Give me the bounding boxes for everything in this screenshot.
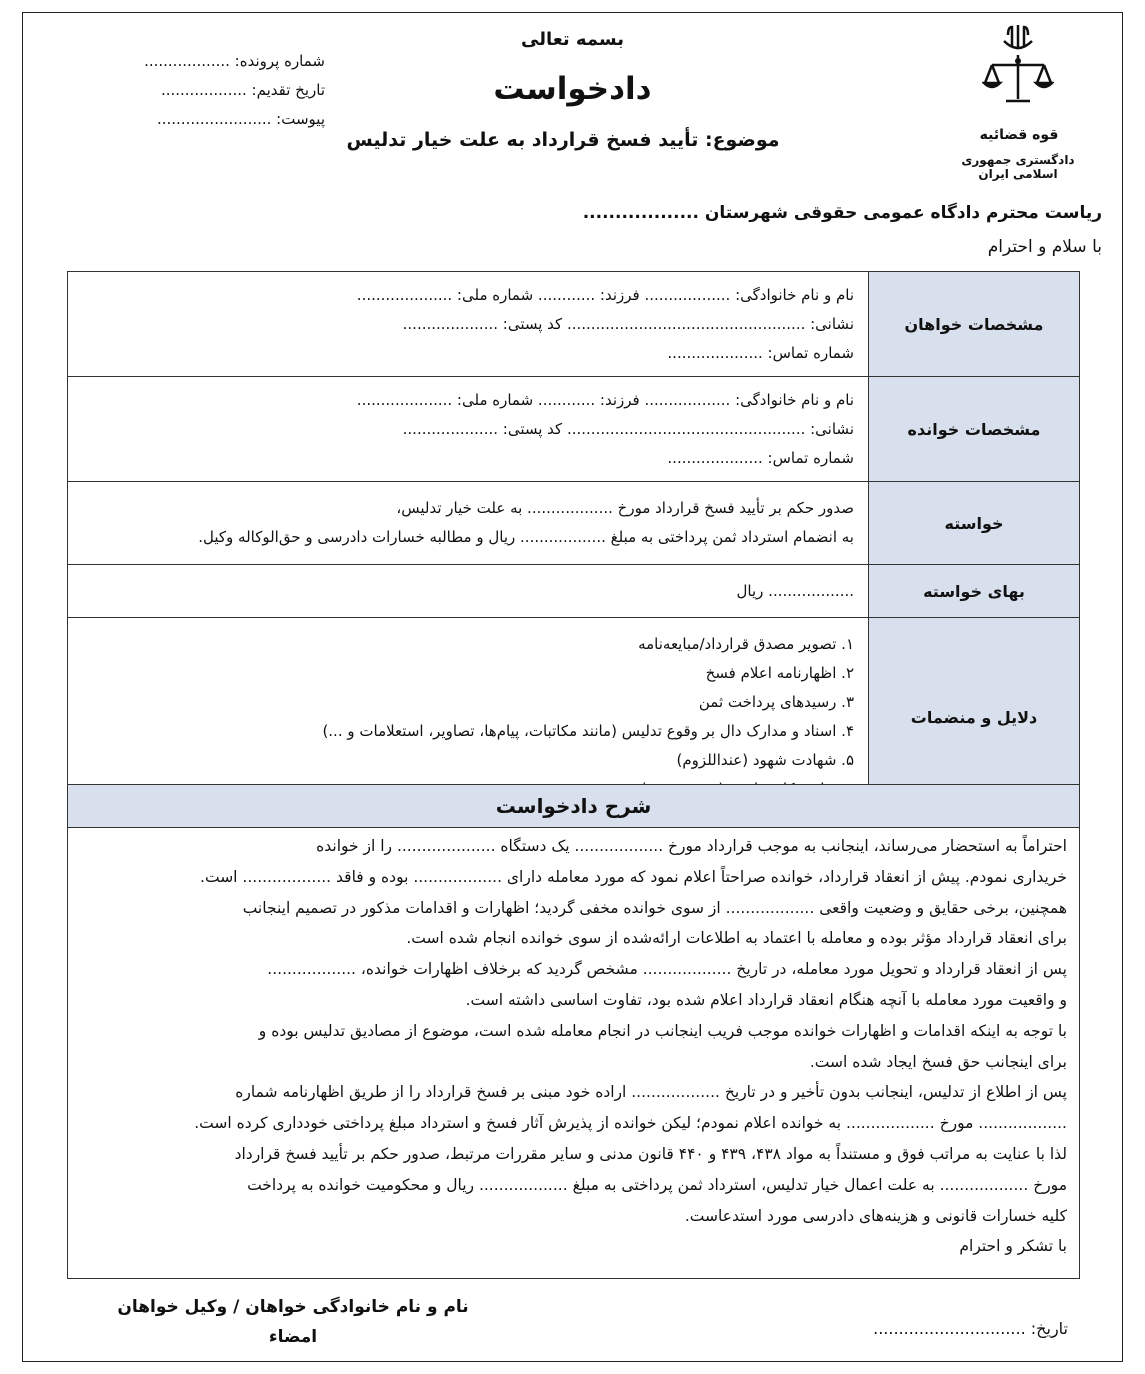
- judiciary-label: قوه قضائیه: [979, 127, 1059, 143]
- description-line: همچنین، برخی حقایق و وضعیت واقعی .................. از سوی خوانده مخفی گردید؛ اظهارات و اقدامات مذکور در تصمیم اینجانب: [242, 898, 1067, 917]
- description-line: پس از اطلاع از تدلیس، اینجانب بدون تأخیر و در تاریخ .................. اراده خود مبنی بر فسخ قرارداد را از طریق اظهارنامه شماره: [235, 1083, 1067, 1102]
- plaintiff-label: مشخصات خواهان: [869, 272, 1080, 377]
- defendant-label: مشخصات خوانده: [869, 377, 1080, 482]
- closing-line: با تشکر و احترام: [959, 1237, 1067, 1256]
- plaintiff-details: [68, 272, 869, 377]
- claim-row: [68, 482, 1080, 565]
- claim-label: خواسته: [869, 482, 1080, 565]
- description-body[interactable]: [82, 831, 1067, 1262]
- page-title: دادخواست: [493, 71, 652, 107]
- defendant-row: [68, 377, 1080, 482]
- attachment-field[interactable]: پیوست: ........................: [156, 110, 325, 128]
- defendant-name-line[interactable]: نام و نام خانوادگی: .................. فرزند: ............ شماره ملی: ....................: [356, 390, 854, 409]
- description-line: لذا با عنایت به مراتب فوق و مستنداً به مواد ۴۳۸، ۴۳۹ و ۴۴۰ قانون مدنی و سایر مقررات مرتبط، صدور حکم بر تأیید فسخ قرارداد: [234, 1144, 1067, 1163]
- signature-label: امضاء: [268, 1327, 318, 1347]
- description-line: .................. مورخ .................. به خوانده اعلام نمودم؛ لیکن خوانده از پذیرش آثار فسخ و استرداد مبلغ پرداختی خودداری کرده است.: [194, 1114, 1067, 1133]
- claim-line-2[interactable]: به انضمام استرداد ثمن پرداختی به مبلغ .................. ریال و مطالبه خسارات دادرسی و حق‌الوکاله وکیل.: [198, 528, 854, 546]
- claim-value-field[interactable]: .................. ریال: [68, 565, 869, 618]
- description-title: شرح دادخواست: [68, 785, 1079, 828]
- judiciary-sub-label: دادگستری جمهوری اسلامی ایران: [961, 153, 1075, 181]
- defendant-details: [68, 377, 869, 482]
- description-line: پس از انعقاد قرارداد و تحویل مورد معامله، در تاریخ .................. مشخص گردید که برخلاف اظهارات خوانده، ..................: [267, 960, 1067, 979]
- judiciary-scales-emblem-icon: [982, 25, 1054, 109]
- court-address-line: ریاست محترم دادگاه عمومی حقوقی شهرستان ..................: [582, 203, 1102, 223]
- bismillah-heading: بسمه تعالی: [521, 29, 624, 50]
- evidence-label: دلایل و منضمات: [869, 618, 1080, 817]
- description-box: [67, 784, 1080, 1279]
- defendant-phone-line[interactable]: شماره تماس: ....................: [667, 448, 854, 467]
- plaintiff-row: [68, 272, 1080, 377]
- plaintiff-phone-line[interactable]: شماره تماس: ....................: [667, 343, 854, 362]
- date-field[interactable]: تاریخ: ..............................: [873, 1319, 1068, 1338]
- defendant-address-line[interactable]: نشانی: .................................................. کد پستی: ....................: [402, 419, 854, 438]
- list-item: ۵. شهادت شهود (عنداللزوم): [676, 751, 854, 769]
- signature-name: نام و نام خانوادگی خواهان / وکیل خواهان: [117, 1297, 469, 1317]
- description-line: برای انعقاد قرارداد مؤثر بوده و معامله با اعتماد به اطلاعات ارائه‌شده از سوی خوانده انجام شده است.: [406, 929, 1067, 948]
- plaintiff-address-line[interactable]: نشانی: .................................................. کد پستی: ....................: [402, 314, 854, 333]
- description-line: برای اینجانب حق فسخ ایجاد شده است.: [809, 1052, 1067, 1071]
- list-item: ۳. رسیدهای پرداخت ثمن: [698, 693, 854, 711]
- claim-details: [68, 482, 869, 565]
- greeting-line: با سلام و احترام: [987, 237, 1102, 257]
- case-meta: [75, 47, 325, 134]
- case-number-field[interactable]: شماره پرونده: ..................: [144, 52, 325, 70]
- plaintiff-name-line[interactable]: نام و نام خانوادگی: .................. فرزند: ............ شماره ملی: ....................: [356, 285, 854, 304]
- claim-value-row: [68, 565, 1080, 618]
- description-line: با توجه به اینکه اقدامات و اظهارات خوانده موجب فریب اینجانب در انجام معامله شده است، موضوع از مصادیق تدلیس بوده و: [258, 1021, 1067, 1040]
- petition-info-table: [67, 271, 1080, 817]
- submit-date-field[interactable]: تاریخ تقدیم: ..................: [160, 81, 325, 99]
- petition-form: [22, 12, 1123, 1362]
- claim-line-1[interactable]: صدور حکم بر تأیید فسخ قرارداد مورخ .................. به علت خیار تدلیس،: [396, 499, 854, 517]
- description-line: و واقعیت مورد معامله با آنچه هنگام انعقاد قرارداد اعلام شده بود، تفاوت اساسی داشته است.: [465, 990, 1067, 1009]
- claim-value-label: بهای خواسته: [869, 565, 1080, 618]
- subject-line: موضوع: تأیید فسخ قرارداد به علت خیار تدلیس: [346, 129, 780, 151]
- list-item: ۴. اسناد و مدارک دال بر وقوع تدلیس (مانند مکاتبات، پیام‌ها، تصاویر، استعلامات و ...): [322, 722, 854, 740]
- list-item: ۱. تصویر مصدق قرارداد/مبایعه‌نامه: [638, 635, 854, 653]
- description-line: کلیه خسارات قانونی و هزینه‌های دادرسی مورد استدعاست.: [684, 1206, 1067, 1225]
- description-line: مورخ .................. به علت اعمال خیار تدلیس، استرداد ثمن پرداختی به مبلغ .................. ریال و محکومیت خوانده به پرداخت: [247, 1175, 1067, 1194]
- description-line: احتراماً به استحضار می‌رساند، اینجانب به موجب قرارداد مورخ .................. یک دستگاه .................... را از خوانده: [316, 837, 1067, 855]
- description-line: خریداری نمودم. پیش از انعقاد قرارداد، خوانده صراحتاً اعلام نمود که مورد معامله دارای .................. بوده و فاقد .................. است.: [200, 867, 1067, 886]
- list-item: ۲. اظهارنامه اعلام فسخ: [705, 664, 854, 682]
